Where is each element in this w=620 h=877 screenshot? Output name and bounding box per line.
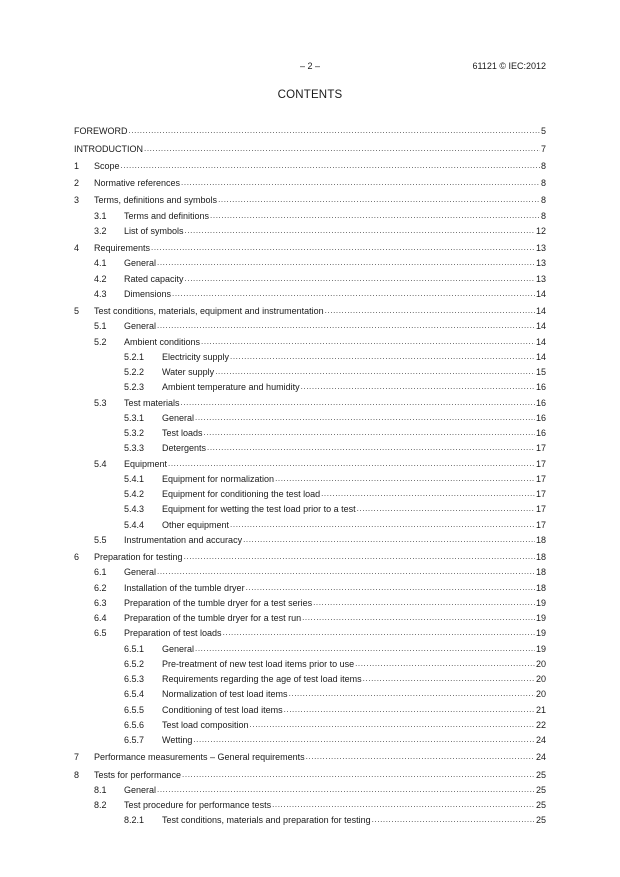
toc-dot-leader <box>157 784 535 795</box>
toc-entry[interactable] <box>74 454 546 469</box>
toc-entry-title: Scope <box>94 160 120 171</box>
toc-dot-leader <box>325 305 535 316</box>
toc-entry-title: Electricity supply <box>162 351 230 362</box>
toc-entry[interactable] <box>74 563 546 578</box>
toc-entry-number: 5.3.1 <box>124 412 145 423</box>
toc-entry-title: Detergents <box>162 443 207 454</box>
toc-entry-number: 6.3 <box>94 597 107 608</box>
toc-entry-title: Preparation of the tumble dryer for a test run <box>124 613 302 623</box>
toc-entry[interactable] <box>74 174 546 189</box>
toc-entry[interactable] <box>74 716 546 731</box>
toc-entry[interactable] <box>74 378 546 393</box>
toc-entry[interactable] <box>74 285 546 300</box>
toc-entry-page: 19 <box>535 628 546 639</box>
toc-entry-number: 1 <box>74 160 80 171</box>
toc-entry-page: 25 <box>535 800 546 810</box>
toc-entry-title: General <box>162 412 195 423</box>
toc-dot-leader <box>302 612 535 623</box>
toc-dot-leader <box>182 769 535 780</box>
toc-entry-page: 14 <box>535 306 546 316</box>
toc-entry[interactable] <box>74 239 546 254</box>
toc-entry-page: 17 <box>535 489 546 499</box>
toc-dot-leader <box>357 503 535 514</box>
toc-entry[interactable] <box>74 393 546 408</box>
toc-entry-number: 6 <box>74 552 80 562</box>
toc-entry-title: Requirements regarding the age of test load items <box>162 674 362 684</box>
toc-entry[interactable] <box>74 578 546 593</box>
toc-entry-title: Preparation for testing <box>94 552 183 562</box>
toc-entry-page: 20 <box>535 674 546 684</box>
toc-entry[interactable] <box>74 302 546 317</box>
toc-entry-number: 8 <box>74 769 80 780</box>
toc-dot-leader <box>129 125 540 136</box>
toc-dot-leader <box>363 673 535 684</box>
toc-entry-title: Rated capacity <box>124 273 184 284</box>
toc-dot-leader <box>246 582 535 593</box>
toc-entry-title: Normative references <box>94 178 181 188</box>
toc-entry-title: Equipment <box>124 458 168 469</box>
toc-entry-number: 5.2.2 <box>124 367 145 377</box>
toc-entry[interactable] <box>74 639 546 654</box>
toc-entry-title: Normalization of test load items <box>162 689 288 700</box>
toc-dot-leader <box>172 288 535 299</box>
toc-entry-title: Ambient temperature and humidity <box>162 382 300 393</box>
toc-entry-title: Test loads <box>162 428 203 438</box>
toc-entry-number: 6.5.5 <box>124 704 145 715</box>
toc-dot-leader <box>195 412 535 423</box>
toc-entry-number: 7 <box>74 752 80 763</box>
toc-entry-number: 5.3.3 <box>124 443 145 454</box>
toc-entry-title: Test conditions, materials, equipment and instrumentation <box>94 306 324 316</box>
toc-entry-number: 5.4.4 <box>124 519 145 530</box>
toc-entry[interactable] <box>74 685 546 700</box>
toc-dot-leader <box>201 336 535 347</box>
toc-entry[interactable] <box>74 424 546 439</box>
toc-entry-page: 20 <box>535 689 546 700</box>
toc-entry-page: 17 <box>535 473 546 484</box>
toc-entry-title: Requirements <box>94 243 151 253</box>
toc-entry-title: Conditioning of test load items <box>162 704 283 715</box>
document-id: 61121 © IEC:2012 <box>472 61 546 71</box>
toc-entry-page: 19 <box>535 597 546 608</box>
toc-entry-title: Tests for performance <box>94 769 182 780</box>
toc-entry-number: 6.5.6 <box>124 719 145 730</box>
toc-entry-number: 5.4 <box>94 458 107 469</box>
toc-entry-title: Water supply <box>162 367 215 377</box>
toc-entry-number: 5.4.3 <box>124 504 145 515</box>
toc-entry-page: 22 <box>535 719 546 730</box>
toc-dot-leader <box>250 719 535 730</box>
toc-entry[interactable] <box>74 765 546 780</box>
toc-dot-leader <box>181 177 540 188</box>
toc-entry-number: 5.2.3 <box>124 382 145 393</box>
toc-dot-leader <box>185 273 535 284</box>
toc-entry[interactable] <box>74 332 546 347</box>
toc-entry[interactable] <box>74 485 546 500</box>
toc-entry-number: 4 <box>74 243 80 253</box>
toc-dot-leader <box>218 194 540 205</box>
toc-entry-page: 13 <box>535 273 546 284</box>
toc-entry-title: Test load composition <box>162 719 249 730</box>
toc-entry-page: 25 <box>535 815 546 826</box>
toc-entry-number: 3 <box>74 195 80 206</box>
toc-entry-title: Terms, definitions and symbols <box>94 195 218 206</box>
toc-entry-number: 5.1 <box>94 321 107 332</box>
toc-dot-leader <box>313 597 535 608</box>
toc-dot-leader <box>195 643 535 654</box>
toc-dot-leader <box>207 442 535 453</box>
toc-dot-leader <box>204 427 535 438</box>
toc-entry-number: 3.1 <box>94 210 107 221</box>
toc-entry-title: Terms and definitions <box>124 210 210 221</box>
toc-entry-number: 5.4.1 <box>124 473 145 484</box>
toc-entry-title: Test conditions, materials and preparation for testing <box>162 815 371 826</box>
toc-entry-number: 2 <box>74 178 80 188</box>
toc-entry-title: Installation of the tumble dryer <box>124 582 245 593</box>
toc-dot-leader <box>372 814 535 825</box>
toc-entry[interactable] <box>74 609 546 624</box>
toc-entry-number: 5.2 <box>94 336 107 347</box>
toc-entry[interactable] <box>74 700 546 715</box>
toc-dot-leader <box>284 704 535 715</box>
toc-dot-leader <box>355 658 535 669</box>
toc-entry[interactable] <box>74 796 546 811</box>
toc-entry-number: 8.2 <box>94 800 107 810</box>
toc-entry-title: List of symbols <box>124 225 184 236</box>
toc-entry-page: 17 <box>535 458 546 469</box>
toc-entry-title: Instrumentation and accuracy <box>124 534 243 545</box>
toc-entry[interactable] <box>74 548 546 563</box>
toc-entry-page: 25 <box>535 784 546 795</box>
toc-entry-number: 4.1 <box>94 258 107 269</box>
toc-entry-title: General <box>162 643 195 654</box>
toc-entry-number: 6.2 <box>94 582 107 593</box>
toc-entry-page: 14 <box>535 336 546 347</box>
toc-entry-number: 6.1 <box>94 567 107 578</box>
toc-entry[interactable] <box>74 781 546 796</box>
toc-dot-leader <box>168 458 535 469</box>
toc-entry[interactable] <box>74 206 546 221</box>
toc-entry[interactable] <box>74 409 546 424</box>
toc-entry-page: 18 <box>535 567 546 578</box>
toc-entry[interactable] <box>74 439 546 454</box>
toc-entry[interactable] <box>74 122 546 137</box>
toc-entry-page: 24 <box>535 735 546 745</box>
toc-dot-leader <box>157 257 535 268</box>
toc-dot-leader <box>144 143 540 154</box>
toc-entry-number: 6.5.1 <box>124 643 145 654</box>
toc-entry-page: 5 <box>540 126 546 137</box>
toc-entry[interactable] <box>74 139 546 154</box>
toc-entry-page: 16 <box>535 428 546 438</box>
toc-entry[interactable] <box>74 348 546 363</box>
toc-entry[interactable] <box>74 254 546 269</box>
toc-dot-leader <box>157 566 535 577</box>
toc-entry-title: Dimensions <box>124 288 172 299</box>
toc-dot-leader <box>157 320 535 331</box>
toc-dot-leader <box>184 551 535 562</box>
table-of-contents <box>74 122 546 826</box>
toc-dot-leader <box>151 242 535 253</box>
toc-entry-title: Preparation of test loads <box>124 628 222 639</box>
toc-entry[interactable] <box>74 515 546 530</box>
toc-entry-number: 6.5 <box>94 628 107 639</box>
toc-entry-title: Other equipment <box>162 519 230 530</box>
toc-entry-title: Equipment for conditioning the test load <box>162 489 321 499</box>
toc-entry-number: 5.2.1 <box>124 351 145 362</box>
toc-dot-leader <box>243 534 535 545</box>
toc-entry-page: 21 <box>535 704 546 715</box>
toc-entry-number: 5.3.2 <box>124 428 145 438</box>
toc-entry-number: 6.4 <box>94 613 107 623</box>
toc-entry-number: 6.5.3 <box>124 674 145 684</box>
toc-entry-number: 4.3 <box>94 288 107 299</box>
toc-entry-page: 8 <box>540 178 546 188</box>
toc-entry-title: General <box>124 784 157 795</box>
toc-dot-leader <box>210 210 540 221</box>
toc-entry-page: 14 <box>535 321 546 332</box>
toc-entry-title: Preparation of the tumble dryer for a test series <box>124 597 313 608</box>
toc-entry-page: 25 <box>535 769 546 780</box>
toc-entry-title: Performance measurements – General requirements <box>94 752 305 763</box>
toc-entry-page: 17 <box>535 443 546 454</box>
toc-entry-number: 6.5.4 <box>124 689 145 700</box>
toc-dot-leader <box>121 160 540 171</box>
toc-dot-leader <box>230 351 535 362</box>
toc-entry-title: Test procedure for performance tests <box>124 800 272 810</box>
toc-entry-page: 8 <box>540 210 546 221</box>
toc-entry[interactable] <box>74 269 546 284</box>
toc-dot-leader <box>321 488 535 499</box>
toc-dot-leader <box>230 519 535 530</box>
toc-entry[interactable] <box>74 500 546 515</box>
toc-entry-page: 15 <box>535 367 546 377</box>
toc-entry-page: 20 <box>535 658 546 669</box>
toc-entry-number: 5.4.2 <box>124 489 145 499</box>
toc-entry-number: 6.5.2 <box>124 658 145 669</box>
toc-dot-leader <box>215 366 535 377</box>
page-title: CONTENTS <box>277 89 343 101</box>
toc-entry-page: 13 <box>535 243 546 253</box>
toc-dot-leader <box>193 734 535 745</box>
toc-entry-title: INTRODUCTION <box>74 143 143 154</box>
toc-entry[interactable] <box>74 748 546 763</box>
toc-entry[interactable] <box>74 811 546 826</box>
toc-entry-page: 8 <box>540 195 546 206</box>
toc-entry-page: 18 <box>535 582 546 593</box>
toc-dot-leader <box>223 627 535 638</box>
toc-entry-number: 8.1 <box>94 784 107 795</box>
toc-entry-page: 14 <box>535 351 546 362</box>
toc-entry[interactable] <box>74 655 546 670</box>
toc-entry-title: General <box>124 321 157 332</box>
toc-entry[interactable] <box>74 157 546 172</box>
toc-entry[interactable] <box>74 222 546 237</box>
toc-entry-page: 24 <box>535 752 546 763</box>
page-header <box>0 61 620 75</box>
toc-entry-page: 19 <box>535 613 546 623</box>
toc-entry-number: 5.3 <box>94 397 107 408</box>
toc-entry[interactable] <box>74 731 546 746</box>
toc-entry-title: Test materials <box>124 397 180 408</box>
toc-entry-number: 5 <box>74 306 80 316</box>
toc-entry-title: Equipment for normalization <box>162 473 275 484</box>
toc-entry-page: 13 <box>535 258 546 269</box>
toc-entry-title: General <box>124 567 157 578</box>
toc-entry-title: Ambient conditions <box>124 336 201 347</box>
toc-entry-number: 6.5.7 <box>124 735 145 745</box>
toc-entry-page: 17 <box>535 519 546 530</box>
toc-entry[interactable] <box>74 470 546 485</box>
toc-entry[interactable] <box>74 363 546 378</box>
toc-entry[interactable] <box>74 624 546 639</box>
toc-entry-page: 16 <box>535 382 546 393</box>
toc-entry-title: Equipment for wetting the test load prior to a test <box>162 504 356 515</box>
toc-entry-number: 4.2 <box>94 273 107 284</box>
toc-entry-page: 18 <box>535 552 546 562</box>
toc-entry-page: 16 <box>535 412 546 423</box>
toc-entry[interactable] <box>74 594 546 609</box>
toc-entry-page: 18 <box>535 534 546 545</box>
toc-entry-page: 12 <box>535 225 546 236</box>
toc-entry-title: Wetting <box>162 735 193 745</box>
toc-dot-leader <box>272 799 535 810</box>
toc-dot-leader <box>306 751 535 762</box>
toc-entry-number: 5.5 <box>94 534 107 545</box>
toc-entry-page: 19 <box>535 643 546 654</box>
toc-entry[interactable] <box>74 317 546 332</box>
toc-entry[interactable] <box>74 670 546 685</box>
toc-entry-title: General <box>124 258 157 269</box>
toc-entry-title: Pre-treatment of new test load items prior to use <box>162 658 355 669</box>
page-number: – 2 – <box>299 61 321 71</box>
toc-dot-leader <box>181 397 535 408</box>
toc-dot-leader <box>185 225 535 236</box>
toc-entry-page: 14 <box>535 288 546 299</box>
toc-entry-page: 7 <box>540 143 546 154</box>
toc-dot-leader <box>301 381 535 392</box>
toc-entry[interactable] <box>74 531 546 546</box>
toc-entry-title: FOREWORD <box>74 126 128 137</box>
toc-entry-number: 3.2 <box>94 225 107 236</box>
toc-entry-page: 17 <box>535 504 546 515</box>
toc-entry-number: 8.2.1 <box>124 815 145 826</box>
toc-entry-page: 8 <box>540 160 546 171</box>
toc-entry-page: 16 <box>535 397 546 408</box>
toc-entry[interactable] <box>74 191 546 206</box>
toc-dot-leader <box>275 473 535 484</box>
toc-dot-leader <box>289 688 535 699</box>
